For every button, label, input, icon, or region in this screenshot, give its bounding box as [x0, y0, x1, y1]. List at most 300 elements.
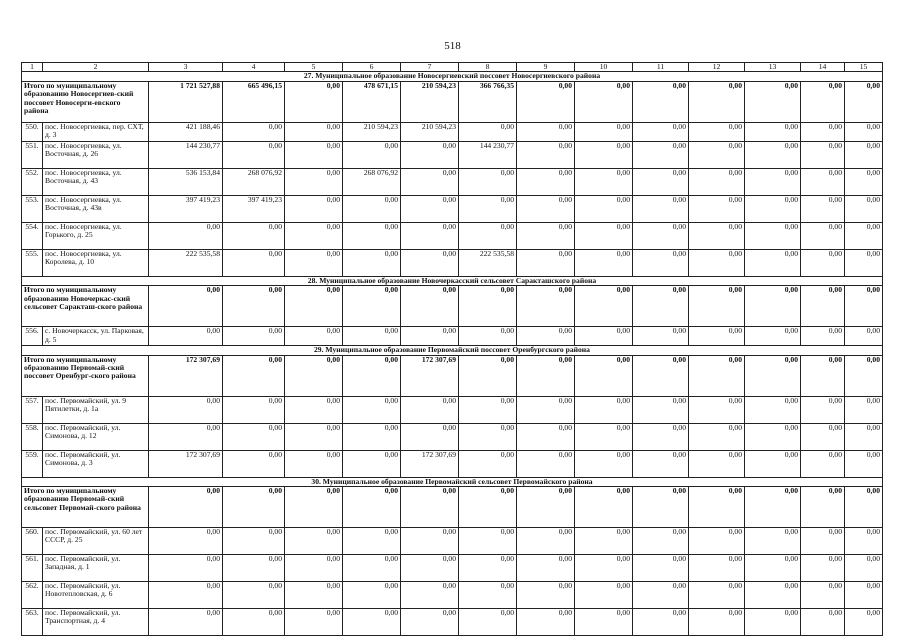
column-number: 11 [633, 63, 689, 72]
total-value: 0,00 [689, 487, 745, 528]
row-value: 0,00 [401, 555, 459, 582]
section-title: 29. Муниципальное образование Первомайский поссовет Оренбургского района [22, 346, 883, 355]
table-row [22, 423, 883, 450]
total-value: 0,00 [575, 355, 633, 396]
row-number: 550. [22, 122, 43, 141]
row-value: 0,00 [343, 582, 401, 609]
row-value: 0,00 [745, 609, 801, 636]
total-value: 210 594,23 [401, 81, 459, 122]
total-value: 0,00 [285, 286, 343, 327]
total-value: 0,00 [801, 355, 845, 396]
total-value: 1 721 527,88 [149, 81, 223, 122]
column-number: 10 [575, 63, 633, 72]
row-value: 0,00 [517, 327, 575, 346]
total-row [22, 355, 883, 396]
row-value: 268 076,92 [343, 168, 401, 195]
total-value: 0,00 [343, 487, 401, 528]
row-number: 557. [22, 396, 43, 423]
row-value: 0,00 [845, 249, 883, 276]
section-title: 28. Муниципальное образование Новочеркасский сельсовет Саракташского района [22, 276, 883, 285]
row-value: 0,00 [575, 122, 633, 141]
row-value: 0,00 [801, 582, 845, 609]
total-value: 0,00 [223, 487, 285, 528]
row-value: 0,00 [633, 222, 689, 249]
row-value: 0,00 [845, 582, 883, 609]
row-value: 421 188,46 [149, 122, 223, 141]
row-address: пос. Первомайский, ул. Симонова, д. 3 [43, 450, 149, 477]
row-value: 0,00 [745, 195, 801, 222]
row-value: 0,00 [149, 528, 223, 555]
row-value: 0,00 [801, 249, 845, 276]
row-value: 0,00 [401, 222, 459, 249]
total-value: 0,00 [575, 286, 633, 327]
total-value: 0,00 [633, 487, 689, 528]
row-value: 0,00 [745, 396, 801, 423]
section-title-row [22, 276, 883, 285]
total-value: 0,00 [633, 355, 689, 396]
row-value: 0,00 [401, 168, 459, 195]
row-value: 0,00 [223, 423, 285, 450]
total-value: 0,00 [633, 81, 689, 122]
total-value: 0,00 [149, 286, 223, 327]
row-value: 0,00 [575, 168, 633, 195]
row-value: 0,00 [343, 141, 401, 168]
total-value: 0,00 [845, 355, 883, 396]
row-address: пос. Первомайский, ул. 9 Пятилетки, д. 1а [43, 396, 149, 423]
row-value: 0,00 [285, 423, 343, 450]
row-value: 0,00 [149, 423, 223, 450]
total-value: 0,00 [689, 81, 745, 122]
row-value: 0,00 [633, 582, 689, 609]
row-value: 397 419,23 [223, 195, 285, 222]
row-value: 0,00 [285, 582, 343, 609]
row-value: 0,00 [459, 555, 517, 582]
row-value: 0,00 [845, 222, 883, 249]
row-value: 0,00 [285, 249, 343, 276]
row-value: 0,00 [223, 582, 285, 609]
row-value: 0,00 [845, 423, 883, 450]
column-number: 3 [149, 63, 223, 72]
total-value: 0,00 [845, 286, 883, 327]
row-value: 0,00 [801, 222, 845, 249]
total-value: 0,00 [689, 355, 745, 396]
row-number: 558. [22, 423, 43, 450]
row-value: 0,00 [459, 528, 517, 555]
row-value: 0,00 [285, 609, 343, 636]
row-value: 0,00 [223, 222, 285, 249]
row-value: 0,00 [401, 582, 459, 609]
row-value: 0,00 [517, 222, 575, 249]
row-value: 0,00 [845, 450, 883, 477]
total-value: 0,00 [285, 487, 343, 528]
row-value: 0,00 [633, 609, 689, 636]
row-value: 0,00 [401, 396, 459, 423]
row-value: 0,00 [343, 450, 401, 477]
row-value: 0,00 [343, 423, 401, 450]
row-value: 0,00 [223, 327, 285, 346]
row-value: 0,00 [401, 423, 459, 450]
total-value: 0,00 [517, 81, 575, 122]
row-value: 0,00 [401, 528, 459, 555]
row-value: 0,00 [285, 528, 343, 555]
row-value: 0,00 [689, 423, 745, 450]
row-value: 172 307,69 [401, 450, 459, 477]
row-value: 0,00 [517, 195, 575, 222]
row-value: 0,00 [745, 249, 801, 276]
total-value: 0,00 [689, 286, 745, 327]
row-address: пос. Первомайский, ул. Западная, д. 1 [43, 555, 149, 582]
total-value: 0,00 [745, 487, 801, 528]
row-value: 0,00 [575, 582, 633, 609]
row-number: 554. [22, 222, 43, 249]
row-value: 0,00 [149, 555, 223, 582]
row-value: 0,00 [745, 528, 801, 555]
total-value: 0,00 [223, 286, 285, 327]
row-value: 0,00 [633, 141, 689, 168]
row-address: пос. Первомайский, ул. Симонова, д. 12 [43, 423, 149, 450]
row-value: 0,00 [745, 582, 801, 609]
row-number: 555. [22, 249, 43, 276]
row-value: 0,00 [633, 122, 689, 141]
row-value: 144 230,77 [459, 141, 517, 168]
total-value: 0,00 [517, 487, 575, 528]
row-value: 0,00 [845, 555, 883, 582]
total-value: 0,00 [745, 286, 801, 327]
row-value: 536 153,84 [149, 168, 223, 195]
row-value: 0,00 [633, 450, 689, 477]
section-title-row [22, 346, 883, 355]
row-value: 0,00 [689, 396, 745, 423]
row-value: 0,00 [845, 327, 883, 346]
row-address: пос. Новосергиевка, ул. Восточная, д. 43в [43, 195, 149, 222]
row-value: 0,00 [689, 249, 745, 276]
row-value: 0,00 [517, 555, 575, 582]
row-value: 0,00 [689, 327, 745, 346]
row-value: 0,00 [285, 396, 343, 423]
row-number: 551. [22, 141, 43, 168]
row-value: 0,00 [285, 122, 343, 141]
total-value: 0,00 [801, 487, 845, 528]
table-row [22, 327, 883, 346]
column-number: 12 [689, 63, 745, 72]
row-address: пос. Новосергиевка, ул. Восточная, д. 43 [43, 168, 149, 195]
row-value: 0,00 [401, 195, 459, 222]
table-row [22, 122, 883, 141]
table-row [22, 249, 883, 276]
row-value: 0,00 [633, 249, 689, 276]
column-number: 13 [745, 63, 801, 72]
row-value: 0,00 [517, 396, 575, 423]
total-label: Итого по муниципальному образованию Новосергиев-ский поссовет Новосерги-евского района [22, 81, 149, 122]
row-value: 0,00 [517, 141, 575, 168]
row-value: 0,00 [801, 396, 845, 423]
total-row [22, 81, 883, 122]
total-value: 0,00 [459, 286, 517, 327]
row-value: 0,00 [149, 222, 223, 249]
row-value: 0,00 [459, 222, 517, 249]
column-number: 14 [801, 63, 845, 72]
row-value: 0,00 [285, 222, 343, 249]
row-value: 0,00 [801, 122, 845, 141]
table-row [22, 555, 883, 582]
data-table [21, 62, 883, 636]
row-value: 0,00 [633, 168, 689, 195]
row-value: 0,00 [223, 249, 285, 276]
total-value: 0,00 [845, 81, 883, 122]
row-value: 0,00 [745, 423, 801, 450]
total-value: 0,00 [459, 355, 517, 396]
total-value: 0,00 [517, 286, 575, 327]
table-body [22, 63, 883, 636]
row-value: 0,00 [149, 327, 223, 346]
row-value: 0,00 [401, 327, 459, 346]
row-value: 0,00 [575, 423, 633, 450]
row-value: 0,00 [745, 327, 801, 346]
row-value: 0,00 [223, 122, 285, 141]
row-value: 210 594,23 [401, 122, 459, 141]
section-title: 27. Муниципальное образование Новосергиевский поссовет Новосергиевского района [22, 72, 883, 81]
total-value: 0,00 [343, 286, 401, 327]
row-value: 0,00 [689, 122, 745, 141]
row-value: 0,00 [223, 450, 285, 477]
total-value: 0,00 [575, 487, 633, 528]
total-value: 0,00 [745, 355, 801, 396]
row-value: 0,00 [459, 450, 517, 477]
section-title: 30. Муниципальное образование Первомайский сельсовет Первомайского района [22, 477, 883, 486]
row-value: 0,00 [575, 327, 633, 346]
table-row [22, 195, 883, 222]
row-value: 172 307,69 [149, 450, 223, 477]
row-address: пос. Первомайский, ул. Транспортная, д. 4 [43, 609, 149, 636]
column-number: 2 [43, 63, 149, 72]
table-row [22, 168, 883, 195]
total-value: 0,00 [401, 487, 459, 528]
row-value: 0,00 [517, 249, 575, 276]
row-value: 0,00 [845, 528, 883, 555]
table-row [22, 222, 883, 249]
total-value: 478 671,15 [343, 81, 401, 122]
row-value: 0,00 [575, 609, 633, 636]
row-value: 0,00 [689, 582, 745, 609]
total-value: 0,00 [401, 286, 459, 327]
row-value: 0,00 [633, 327, 689, 346]
row-value: 0,00 [633, 396, 689, 423]
row-value: 0,00 [801, 195, 845, 222]
row-value: 0,00 [343, 555, 401, 582]
row-value: 0,00 [845, 195, 883, 222]
total-value: 172 307,69 [149, 355, 223, 396]
row-value: 0,00 [459, 168, 517, 195]
total-value: 0,00 [149, 487, 223, 528]
row-value: 0,00 [689, 168, 745, 195]
row-address: пос. Новосергиевка, ул. Королева, д. 10 [43, 249, 149, 276]
row-value: 0,00 [575, 528, 633, 555]
row-value: 0,00 [745, 168, 801, 195]
row-value: 0,00 [517, 582, 575, 609]
row-value: 0,00 [459, 423, 517, 450]
row-value: 0,00 [223, 141, 285, 168]
row-address: пос. Первомайский, ул. Новотепловская, д. 6 [43, 582, 149, 609]
row-value: 0,00 [223, 396, 285, 423]
table-row [22, 141, 883, 168]
row-value: 0,00 [343, 609, 401, 636]
row-value: 0,00 [575, 249, 633, 276]
row-address: пос. Первомайский, ул. 60 лет СССР, д. 25 [43, 528, 149, 555]
row-value: 0,00 [801, 555, 845, 582]
row-address: пос. Новосергиевка, пер. СХТ, д. 3 [43, 122, 149, 141]
row-value: 0,00 [517, 168, 575, 195]
row-value: 0,00 [459, 195, 517, 222]
row-value: 0,00 [801, 423, 845, 450]
row-value: 0,00 [801, 528, 845, 555]
column-number: 8 [459, 63, 517, 72]
row-value: 0,00 [401, 141, 459, 168]
row-value: 0,00 [285, 195, 343, 222]
total-value: 0,00 [343, 355, 401, 396]
row-value: 0,00 [223, 528, 285, 555]
row-value: 0,00 [745, 141, 801, 168]
total-value: 0,00 [633, 286, 689, 327]
row-value: 0,00 [575, 396, 633, 423]
total-label: Итого по муниципальному образованию Первомай-ский поссовет Оренбург-ского района [22, 355, 149, 396]
row-value: 0,00 [517, 450, 575, 477]
row-value: 0,00 [745, 122, 801, 141]
row-value: 0,00 [633, 555, 689, 582]
total-value: 0,00 [285, 355, 343, 396]
row-value: 0,00 [149, 396, 223, 423]
total-label: Итого по муниципальному образованию Первомай-ский сельсовет Первомай-ского района [22, 487, 149, 528]
row-value: 0,00 [689, 141, 745, 168]
total-value: 665 496,15 [223, 81, 285, 122]
row-value: 0,00 [801, 168, 845, 195]
row-number: 553. [22, 195, 43, 222]
row-value: 0,00 [343, 222, 401, 249]
row-value: 0,00 [689, 222, 745, 249]
total-value: 0,00 [845, 487, 883, 528]
row-value: 0,00 [689, 555, 745, 582]
row-value: 0,00 [845, 122, 883, 141]
row-value: 0,00 [149, 582, 223, 609]
table-row [22, 528, 883, 555]
row-value: 268 076,92 [223, 168, 285, 195]
row-value: 0,00 [689, 609, 745, 636]
row-value: 0,00 [689, 528, 745, 555]
row-value: 0,00 [343, 528, 401, 555]
row-value: 0,00 [343, 195, 401, 222]
row-value: 0,00 [575, 555, 633, 582]
row-value: 0,00 [459, 609, 517, 636]
total-value: 0,00 [801, 81, 845, 122]
total-label: Итого по муниципальному образованию Новочеркас-ский сельсовет Саракташ-ского района [22, 286, 149, 327]
row-value: 0,00 [401, 249, 459, 276]
row-address: пос. Новосергиевка, ул. Горького, д. 25 [43, 222, 149, 249]
row-value: 222 535,58 [149, 249, 223, 276]
column-number: 1 [22, 63, 43, 72]
total-value: 0,00 [459, 487, 517, 528]
table-row [22, 450, 883, 477]
section-title-row [22, 477, 883, 486]
row-number: 561. [22, 555, 43, 582]
row-number: 562. [22, 582, 43, 609]
row-number: 560. [22, 528, 43, 555]
column-number: 9 [517, 63, 575, 72]
total-value: 0,00 [223, 355, 285, 396]
row-number: 563. [22, 609, 43, 636]
row-value: 222 535,58 [459, 249, 517, 276]
row-value: 0,00 [845, 168, 883, 195]
row-address: пос. Новосергиевка, ул. Восточная, д. 26 [43, 141, 149, 168]
row-value: 0,00 [343, 396, 401, 423]
table-row [22, 582, 883, 609]
total-value: 0,00 [517, 355, 575, 396]
row-value: 0,00 [285, 555, 343, 582]
row-value: 397 419,23 [149, 195, 223, 222]
row-value: 0,00 [575, 141, 633, 168]
row-value: 0,00 [459, 582, 517, 609]
row-value: 0,00 [401, 609, 459, 636]
row-value: 0,00 [459, 396, 517, 423]
total-value: 366 766,35 [459, 81, 517, 122]
row-value: 0,00 [517, 423, 575, 450]
row-value: 0,00 [575, 195, 633, 222]
total-value: 0,00 [745, 81, 801, 122]
row-value: 0,00 [845, 609, 883, 636]
row-number: 559. [22, 450, 43, 477]
row-value: 0,00 [517, 122, 575, 141]
table-row [22, 609, 883, 636]
row-value: 0,00 [801, 450, 845, 477]
row-number: 552. [22, 168, 43, 195]
row-value: 0,00 [343, 327, 401, 346]
row-value: 0,00 [285, 327, 343, 346]
row-value: 0,00 [745, 222, 801, 249]
row-value: 0,00 [149, 609, 223, 636]
column-number: 7 [401, 63, 459, 72]
page-number: 518 [444, 40, 461, 52]
row-value: 0,00 [223, 609, 285, 636]
column-number: 6 [343, 63, 401, 72]
row-value: 0,00 [845, 141, 883, 168]
section-title-row [22, 72, 883, 81]
row-value: 210 594,23 [343, 122, 401, 141]
row-value: 0,00 [285, 141, 343, 168]
column-number-row [22, 63, 883, 72]
row-value: 0,00 [517, 609, 575, 636]
row-value: 0,00 [223, 555, 285, 582]
row-value: 0,00 [745, 450, 801, 477]
row-value: 0,00 [689, 195, 745, 222]
total-value: 0,00 [575, 81, 633, 122]
total-row [22, 286, 883, 327]
table-row [22, 396, 883, 423]
row-value: 0,00 [459, 122, 517, 141]
row-value: 144 230,77 [149, 141, 223, 168]
row-value: 0,00 [343, 249, 401, 276]
row-value: 0,00 [801, 327, 845, 346]
row-value: 0,00 [689, 450, 745, 477]
total-value: 172 307,69 [401, 355, 459, 396]
column-number: 5 [285, 63, 343, 72]
row-address: с. Новочеркасск, ул. Парковая, д. 5 [43, 327, 149, 346]
row-value: 0,00 [575, 450, 633, 477]
row-value: 0,00 [459, 327, 517, 346]
row-value: 0,00 [285, 450, 343, 477]
column-number: 15 [845, 63, 883, 72]
total-row [22, 487, 883, 528]
row-value: 0,00 [801, 141, 845, 168]
row-value: 0,00 [845, 396, 883, 423]
row-value: 0,00 [633, 423, 689, 450]
